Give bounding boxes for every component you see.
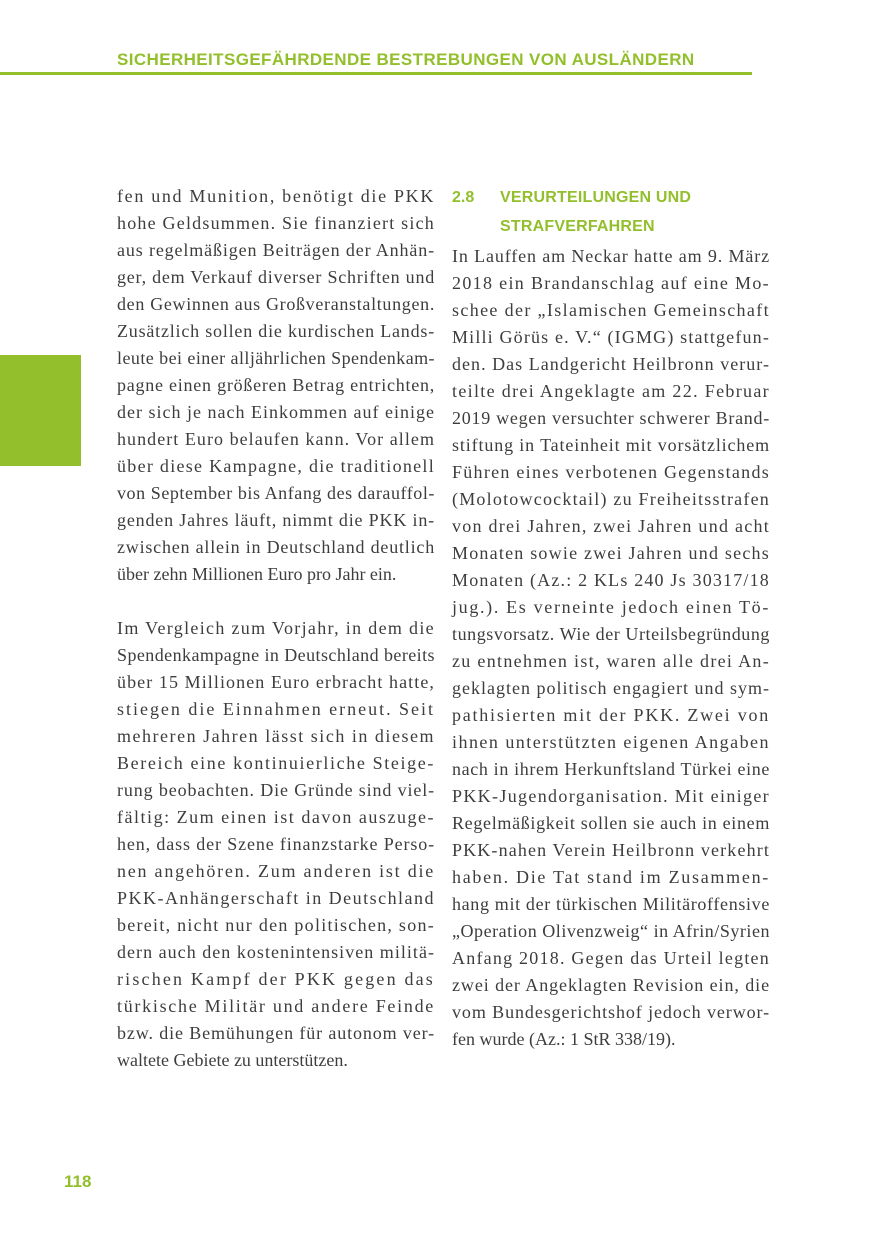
section-title-line-1: VERURTEILUNGEN UND xyxy=(500,189,692,206)
right-column-body xyxy=(452,243,770,1053)
text-line: (Molotowcocktail) zu Freiheitsstrafen xyxy=(452,489,770,509)
text-line: 2019 wegen versuchter schwerer Brand- xyxy=(452,408,770,428)
text-line: Zusätzlich sollen die kurdischen Lands- xyxy=(117,321,435,341)
text-line: genden Jahres läuft, nimmt die PKK in- xyxy=(117,510,435,530)
text-line: pathisierten mit der PKK. Zwei von xyxy=(452,705,770,725)
text-line: fältig: Zum einen ist davon auszuge- xyxy=(117,807,435,827)
text-line: nach in ihrem Herkunftsland Türkei eine xyxy=(452,759,770,779)
text-line: rischen Kampf der PKK gegen das xyxy=(117,969,435,989)
text-line: von September bis Anfang des darauffol- xyxy=(117,483,435,503)
text-line: dern auch den kostenintensiven militä- xyxy=(117,942,435,962)
text-line: hundert Euro belaufen kann. Vor allem xyxy=(117,429,435,449)
header-rule xyxy=(0,72,752,75)
text-line: haben. Die Tat stand im Zusammen- xyxy=(452,867,770,887)
text-line: den. Das Landgericht Heilbronn verur- xyxy=(452,354,770,374)
text-line: Anfang 2018. Gegen das Urteil legten xyxy=(452,948,770,968)
text-line: nen angehören. Zum anderen ist die xyxy=(117,861,435,881)
text-line: waltete Gebiete zu unterstützen. xyxy=(117,1050,348,1070)
text-line: aus regelmäßigen Beiträgen der Anhän- xyxy=(117,240,435,260)
text-line: In Lauffen am Neckar hatte am 9. März xyxy=(452,246,770,266)
text-line: hohe Geldsummen. Sie finanziert sich xyxy=(117,213,435,233)
text-line: PKK-nahen Verein Heilbronn verkehrt xyxy=(452,840,770,860)
text-line: vom Bundesgerichtshof jedoch verwor- xyxy=(452,1002,770,1022)
section-title xyxy=(500,183,691,241)
text-line: 2018 ein Brandanschlag auf eine Mo- xyxy=(452,273,770,293)
text-line: teilte drei Angeklagte am 22. Februar xyxy=(452,381,770,401)
text-line: rung beobachten. Die Gründe sind viel- xyxy=(117,780,435,800)
text-line: Monaten sowie zwei Jahren und sechs xyxy=(452,543,770,563)
text-line: stiegen die Einnahmen erneut. Seit xyxy=(117,699,435,719)
text-line: Spendenkampagne in Deutschland bereits xyxy=(117,645,435,665)
text-line: türkische Militär und andere Feinde xyxy=(117,996,435,1016)
section-heading xyxy=(452,183,770,241)
text-line: der sich je nach Einkommen auf einige xyxy=(117,402,435,422)
text-line: stiftung in Tateinheit mit vorsätzlichem xyxy=(452,435,770,455)
text-line: geklagten politisch engagiert und sym- xyxy=(452,678,770,698)
text-line: PKK-Anhängerschaft in Deutschland xyxy=(117,888,435,908)
running-header-title: SICHERHEITSGEFÄHRDENDE BESTREBUNGEN VON AUSLÄNDERN xyxy=(117,50,695,69)
text-line: schee der „Islamischen Gemeinschaft xyxy=(452,300,770,320)
text-line: leute bei einer alljährlichen Spendenkam- xyxy=(117,348,435,368)
section-number: 2.8 xyxy=(452,189,475,206)
green-accent-block xyxy=(0,355,81,466)
left-text-column xyxy=(117,183,435,1074)
text-line: ger, dem Verkauf diverser Schriften und xyxy=(117,267,435,287)
text-line: hen, dass der Szene finanzstarke Perso- xyxy=(117,834,435,854)
text-line: Regelmäßigkeit sollen sie auch in einem xyxy=(452,813,770,833)
text-line: zu entnehmen ist, waren alle drei An- xyxy=(452,651,770,671)
text-line: über 15 Millionen Euro erbracht hatte, xyxy=(117,672,435,692)
text-line: über zehn Millionen Euro pro Jahr ein. xyxy=(117,564,397,584)
text-line: hang mit der türkischen Militäroffensive xyxy=(452,894,770,914)
text-line: PKK-Jugendorganisation. Mit einiger xyxy=(452,786,770,806)
page-number: 118 xyxy=(64,1172,92,1191)
text-line: tungsvorsatz. Wie der Urteilsbegründung xyxy=(452,624,770,644)
text-line: „Operation Olivenzweig“ in Afrin/Syrien xyxy=(452,921,770,941)
text-line: über diese Kampagne, die traditionell xyxy=(117,456,435,476)
text-line: den Gewinnen aus Großveranstaltungen. xyxy=(117,294,435,314)
text-line: Im Vergleich zum Vorjahr, in dem die xyxy=(117,618,435,638)
paragraph xyxy=(117,615,435,1074)
section-title-line-2: STRAFVERFAHREN xyxy=(500,218,655,235)
text-line: mehreren Jahren lässt sich in diesem xyxy=(117,726,435,746)
text-line: Führen eines verbotenen Gegenstands xyxy=(452,462,770,482)
text-line: pagne einen größeren Betrag entrichten, xyxy=(117,375,435,395)
text-line: zwischen allein in Deutschland deutlich xyxy=(117,537,435,557)
text-line: zwei der Angeklagten Revision ein, die xyxy=(452,975,770,995)
text-line: jug.). Es verneinte jedoch einen Tö- xyxy=(452,597,770,617)
paragraph xyxy=(117,183,435,588)
text-line: von drei Jahren, zwei Jahren und acht xyxy=(452,516,770,536)
text-line: ihnen unterstützten eigenen Angaben xyxy=(452,732,770,752)
text-line: bereit, nicht nur den politischen, son- xyxy=(117,915,435,935)
text-line: Bereich eine kontinuierliche Steige- xyxy=(117,753,435,773)
right-text-column xyxy=(452,183,770,1053)
text-line: Monaten (Az.: 2 KLs 240 Js 30317/18 xyxy=(452,570,770,590)
text-line: fen wurde (Az.: 1 StR 338/19). xyxy=(452,1029,676,1049)
paragraph xyxy=(452,243,770,1053)
text-line: bzw. die Bemühungen für autonom ver- xyxy=(117,1023,435,1043)
text-line: fen und Munition, benötigt die PKK xyxy=(117,186,435,206)
text-line: Milli Görüs e. V.“ (IGMG) stattgefun- xyxy=(452,327,770,347)
